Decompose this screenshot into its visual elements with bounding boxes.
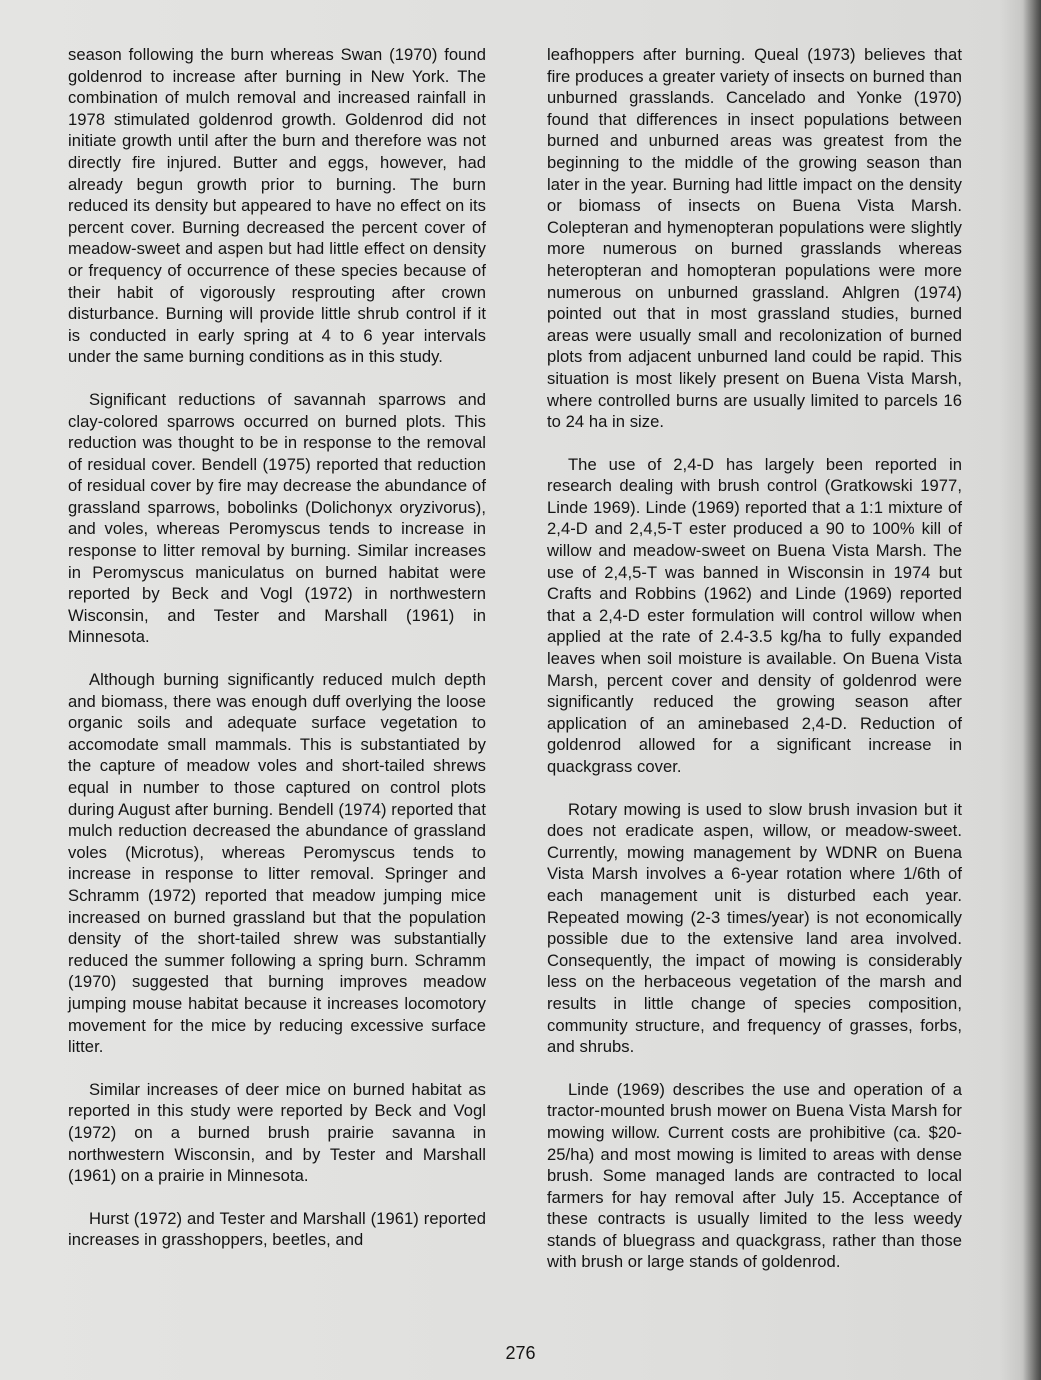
paragraph: The use of 2,4-D has largely been reported in research dealing with brush control (Gratkowski 1977, Linde 1969). Linde (1969) reported that a 1:1 mixture of 2,4-D and 2,4,5-T ester produced a 90 to 100% kill of willow and meadow-sweet on Buena Vista Marsh. The use of 2,4,5-T was banned in Wisconsin in 1974 but Crafts and Robbins (1962) and Linde (1969) reported that a 2,4-D ester formulation will control willow when applied at the rate of 2.4-3.5 kg/ha to fully expanded leaves when soil moisture is available. On Buena Vista Marsh, percent cover and density of goldenrod were significantly reduced the growing season after application of an aminebased 2,4-D. Reduction of goldenrod allowed for a significant increase in quackgrass cover. (547, 454, 962, 776)
paragraph: Significant reductions of savannah sparrows and clay-colored sparrows occurred on burned plots. This reduction was thought to be in response to the removal of residual cover. Bendell (1975) reported that reduction of residual cover by fire may decrease the abundance of grassland sparrows, bobolinks (Dolichonyx oryzivorus), and voles, whereas Peromyscus tends to increase in response to litter removal by burning. Similar increases in Peromyscus maniculatus on burned habitat were reported by Beck and Vogl (1972) in northwestern Wisconsin, and Tester and Marshall (1961) in Minnesota. (68, 389, 486, 647)
page-edge-shadow (1023, 0, 1041, 1380)
paragraph: leafhoppers after burning. Queal (1973) believes that fire produces a greater variety of insects on burned than unburned grasslands. Cancelado and Yonke (1970) found that differences in insect populations between burned and unburned areas was greatest from the beginning to the middle of the growing season than later in the year. Burning had little impact on the density or biomass of insects on Buena Vista Marsh. Colepteran and hymenopteran populations were slightly more numerous on burned grasslands whereas heteropteran and homopteran populations were more numerous on unburned grassland. Ahlgren (1974) pointed out that in most grassland studies, burned areas were usually small and recolonization of burned plots from adjacent unburned land could be rapid. This situation is most likely present on Buena Vista Marsh, where controlled burns are usually limited to parcels 16 to 24 ha in size. (547, 45, 962, 432)
right-column (547, 44, 962, 1273)
paragraph: Linde (1969) describes the use and operation of a tractor-mounted brush mower on Buena Vista Marsh for mowing willow. Current costs are prohibitive (ca. $20-25/ha) and most mowing is limited to areas with dense brush. Some managed lands are contracted to local farmers for hay removal after July 15. Acceptance of these contracts is usually limited to the less weedy stands of bluegrass and quackgrass, rather than those with brush or large stands of goldenrod. (547, 1079, 962, 1272)
left-column (68, 44, 486, 1251)
paragraph: Similar increases of deer mice on burned habitat as reported in this study were reported by Beck and Vogl (1972) on a burned brush prairie savanna in northwestern Wisconsin, and by Tester and Marshall (1961) on a prairie in Minnesota. (68, 1079, 486, 1186)
paragraph: season following the burn whereas Swan (1970) found goldenrod to increase after burning in New York. The combination of mulch removal and increased rainfall in 1978 stimulated goldenrod growth. Goldenrod did not initiate growth until after the burn and therefore was not directly fire injured. Butter and eggs, however, had already begun growth prior to burning. The burn reduced its density but appeared to have no effect on its percent cover. Burning decreased the percent cover of meadow-sweet and aspen but had little effect on density or frequency of occurrence of these species because of their habit of vigorously resprouting after crown disturbance. Burning will provide little shrub control if it is conducted in early spring at 4 to 6 year intervals under the same burning conditions as in this study. (68, 45, 486, 367)
paragraph: Although burning significantly reduced mulch depth and biomass, there was enough duff overlying the loose organic soils and adequate surface vegetation to accomodate small mammals. This is substantiated by the capture of meadow voles and short-tailed shrews equal in number to those captured on control plots during August after burning. Bendell (1974) reported that mulch reduction decreased the abundance of grassland voles (Microtus), whereas Peromyscus tends to increase in response to litter removal. Springer and Schramm (1972) reported that meadow jumping mice increased on burned grassland but that the population density of the short-tailed shrew was substantially reduced the summer following a spring burn. Schramm (1970) suggested that burning improves meadow jumping mouse habitat because it increases locomotory movement for the mice by reducing excessive surface litter. (68, 670, 486, 1057)
paragraph: Hurst (1972) and Tester and Marshall (1961) reported increases in grasshoppers, beetles, and (68, 1208, 486, 1250)
paragraph: Rotary mowing is used to slow brush invasion but it does not eradicate aspen, willow, or meadow-sweet. Currently, mowing management by WDNR on Buena Vista Marsh involves a 6-year rotation where 1/6th of each management unit is disturbed each year. Repeated mowing (2-3 times/year) is not economically possible due to the extensive land area involved. Consequently, the impact of mowing is considerably less on the herbaceous vegetation of the marsh and results in little change of species composition, community structure, and frequency of grasses, forbs, and shrubs. (547, 799, 962, 1057)
page-number: 276 (505, 1343, 536, 1363)
